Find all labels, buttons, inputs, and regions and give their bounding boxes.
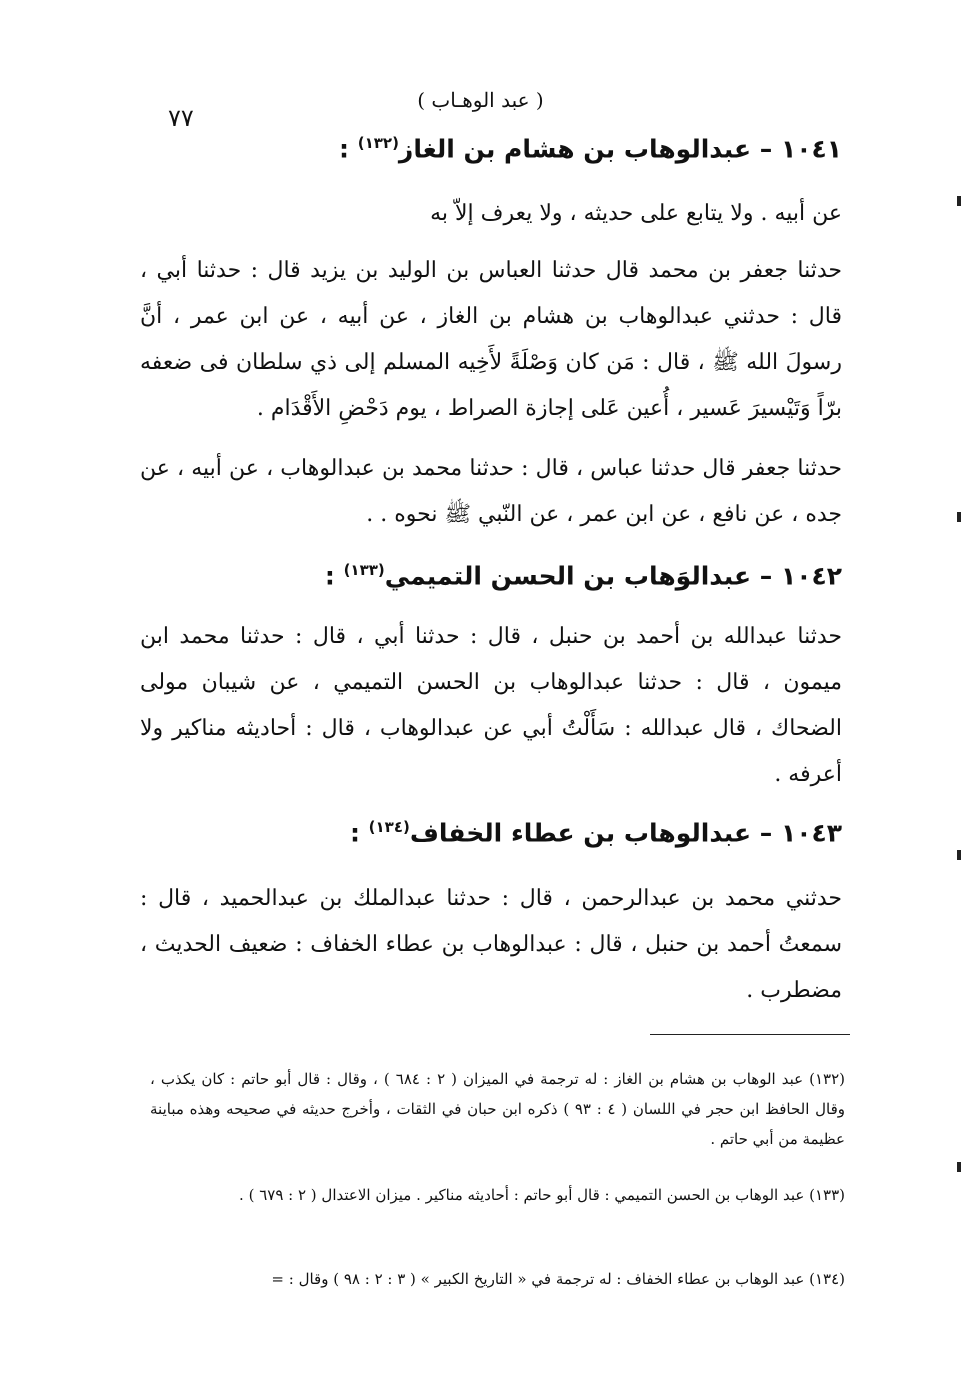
entry-title: ١٠٤٢ – عبدالوَهاب بن الحسن التميمي xyxy=(384,561,842,591)
footnote-ref: (١٣٣) xyxy=(343,561,385,579)
entry-paragraph: حدثنا جعفر قال حدثنا عباس ، قال : حدثنا محمد بن عبدالوهاب ، عن أبيه ، عن جده ، عن نافع ، عن ابن عمر ، عن النّبي ﷺ نحوه . . xyxy=(140,456,842,527)
heading-colon: : xyxy=(324,561,335,591)
entry-heading xyxy=(140,134,842,163)
entry-1041 xyxy=(140,134,842,163)
running-head: ( عبد الوهـاب ) xyxy=(417,88,544,112)
heading-colon: : xyxy=(339,134,350,164)
entry-heading xyxy=(140,818,842,847)
entry-heading xyxy=(140,561,842,590)
entry-paragraph: عن أبيه . ولا يتابع على حديثه ، ولا يعرف إلاّ به xyxy=(430,201,842,226)
page-edge-mark xyxy=(957,512,961,522)
entry-paragraph: حدثني محمد بن عبدالرحمن ، قال : حدثنا عبدالملك بن عبدالحميد ، قال : سمعتُ أحمد بن حنبل ، قال : عبدالوهاب بن عطاء الخفاف : ضعيف الحديث ، مضطرب . xyxy=(140,886,842,1003)
footnote-133: (١٣٣) عبد الوهاب بن الحسن التميمي : قال أبو حاتم : أحاديثه مناكير . ميزان الاعتدال ( ٢ : ٦٧٩ ) . xyxy=(239,1186,845,1204)
page-edge-mark xyxy=(957,850,961,860)
page-number: ٧٧ xyxy=(168,104,194,132)
entry-1043 xyxy=(140,818,842,847)
entry-title: ١٠٤١ – عبدالوهاب بن هشام بن الغاز xyxy=(398,134,842,164)
page-edge-mark xyxy=(957,1162,961,1172)
footnote-134: (١٣٤) عبد الوهاب بن عطاء الخفاف : له ترجمة في « التاريخ الكبير » ( ٣ : ٢ : ٩٨ ) وقال : = xyxy=(271,1270,845,1288)
entry-1042 xyxy=(140,561,842,590)
page-edge-mark xyxy=(957,196,961,206)
heading-colon: : xyxy=(349,818,360,848)
footnote-132: (١٣٢) عبد الوهاب بن هشام بن الغاز : له ترجمة في الميزان ( ٢ : ٦٨٤ ) ، وقال : قال أبو حاتم : كان يكذب ، وقال الحافظ ابن حجر في اللسان ( ٤ : ٩٣ ) ذكره ابن حبان في الثقات ، وأخرج حديثه في صحيحه وهذه مباينة عظيمة من أبي حاتم . xyxy=(150,1070,846,1148)
footnote-ref: (١٣٤) xyxy=(368,818,410,836)
footnote-ref: (١٣٢) xyxy=(357,134,399,152)
footnote-divider xyxy=(650,1034,850,1035)
entry-paragraph: حدثنا جعفر بن محمد قال حدثنا العباس بن الوليد بن يزيد قال : حدثنا أبي ، قال : حدثني عبدالوهاب بن هشام بن الغاز ، عن أبيه ، عن ابن عمر ، أنَّ رسولَ الله ﷺ ، قال : مَن كان وَصْلَةً لأَخِيه المسلم إلى ذي سلطان فى ضعفه برّاً وَتَيْسيرَ عَسير ، أُعين عَلى إجازة الصراط ، يوم دَحْضِ الأَقْدَام . xyxy=(140,258,842,421)
entry-paragraph: حدثنا عبدالله بن أحمد بن حنبل ، قال : حدثنا أبي ، قال : حدثنا محمد ابن ميمون ، قال : حدثنا عبدالوهاب بن الحسن التميمي ، عن شيبان مولى الضحاك ، قال عبدالله : سَأَلْتُ أبي عن عبدالوهاب ، قال : أحاديثه مناكير ولا أعرفه . xyxy=(140,624,842,787)
entry-title: ١٠٤٣ – عبدالوهاب بن عطاء الخفاف xyxy=(409,818,842,848)
